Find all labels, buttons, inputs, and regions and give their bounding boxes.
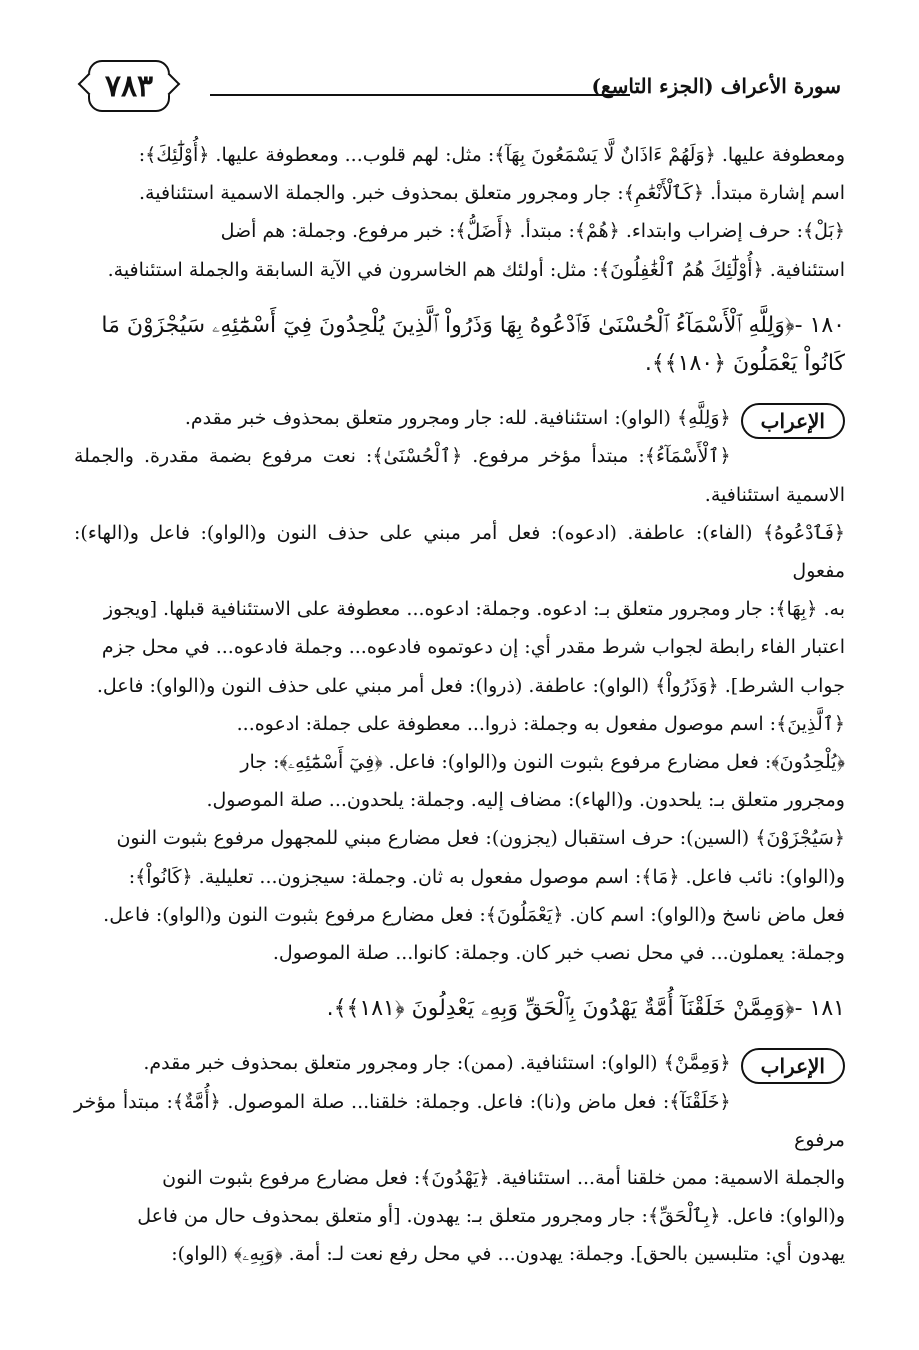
verse-line: ١٨٠ -﴿وَلِلَّهِ ٱلْأَسْمَآءُ ٱلْحُسْنَىٰ فَٱدْعُوهُ بِهَا وَذَرُواْ ٱلَّذِينَ يُلْحِدُونَ فِيٓ أَسْمَٰٓئِهِۦ سَيُجْزَوْنَ مَا [101,312,845,338]
verse-line: ١٨١ -﴿وَمِمَّنْ خَلَقْنَآ أُمَّةٌ يَهْدُونَ بِٱلْحَقِّ وَبِهِۦ يَعْدِلُونَ ﴿١٨١﴾﴾. [326,996,845,1022]
body-line: يهدون أي: متلبسين بالحق]. وجملة: يهدون... في محل رفع نعت لـ: أمة. ﴿وَبِهِۦ﴾ (الواو): [171,1243,845,1266]
body-line: ومعطوفة عليها. ﴿وَلَهُمْ ءَاذَانٌ لَّا يَسْمَعُونَ بِهَآ﴾: مثل: لهم قلوب... ومعطوفة عليها. ﴿أُوْلَٰٓئِكَ﴾: [138,144,845,166]
body-line: والجملة الاسمية: ممن خلقنا أمة... استئنافية. ﴿يَهْدُونَ﴾: فعل مضارع مرفوع بثبوت النون [162,1167,845,1190]
body-line: ﴿بَلْ﴾: حرف إضراب وابتداء. ﴿هُمْ﴾: مبتدأ. ﴿أَضَلُّ﴾: خبر مرفوع. وجملة: هم أضل [220,220,845,243]
irab-section-181 [74,1044,845,1273]
verse-180 [74,307,845,383]
page-header [88,60,841,120]
body-line: ﴿يُلْحِدُونَ﴾: فعل مضارع مرفوع بثبوت النون و(الواو): فاعل. ﴿فِيٓ أَسْمَٰٓئِهِۦ﴾: جار [240,751,845,774]
verse-line: كَانُواْ يَعْمَلُونَ ﴿١٨٠﴾﴾. [644,351,845,377]
verse-181 [74,990,845,1028]
body-line: ﴿ٱلْأَسْمَآءُ﴾: مبتدأ مؤخر مرفوع. ﴿ٱلْحُسْنَىٰ﴾: نعت مرفوع بضمة مقدرة. والجملة الاسمية استئنافية. [74,445,845,506]
page-number-badge [88,60,170,112]
body-line: ﴿وَلِلَّهِ﴾ (الواو): استئنافية. لله: جار ومجرور متعلق بمحذوف خبر مقدم. [184,407,731,430]
running-header-title: سورة الأعراف (الجزء التاسع) [591,74,841,98]
body-line: اسم إشارة مبتدأ. ﴿كَٱلْأَنْعَٰمِ﴾: جار ومجرور متعلق بمحذوف خبر. والجملة الاسمية استئنافية. [138,182,845,205]
body-line: ﴿خَلَقْنَآ﴾: فعل ماض و(نا): فاعل. وجملة: خلقنا... صلة الموصول. ﴿أُمَّةٌ﴾: مبتدأ مؤخر مرفوع [74,1090,845,1151]
intro-section [74,136,845,289]
body-line: وجملة: يعملون... في محل نصب خبر كان. وجملة: كانوا... صلة الموصول. [272,942,845,965]
body-line: جواب الشرط]. ﴿وَذَرُواْ﴾ (الواو): عاطفة. (ذروا): فعل أمر مبني على حذف النون و(الواو): فاعل. [96,674,845,697]
body-line: به. ﴿بِهَا﴾: جار ومجرور متعلق بـ: ادعوه. وجملة: ادعوه... معطوفة على الاستئنافية قبلها. [ويجوز [103,598,845,621]
body-line: اعتبار الفاء رابطة لجواب شرط مقدر أي: إن دعوتموه فادعوه... وجملة فادعوه... في محل جزم [101,636,845,659]
body-line: ﴿وَمِمَّنْ﴾ (الواو): استئنافية. (ممن): جار ومجرور متعلق بمحذوف خبر مقدم. [143,1052,731,1075]
irab-section-180 [74,399,845,972]
body-line: و(الواو): نائب فاعل. ﴿مَا﴾: اسم موصول مفعول به ثان. وجملة: سيجزون... تعليلية. ﴿كَانُواْ﴾: [128,865,845,888]
irab-label: الإعراب [741,403,845,439]
body-line: و(الواو): فاعل. ﴿بِٱلْحَقِّ﴾: جار ومجرور متعلق بـ: يهدون. [أو متعلق بمحذوف حال من فاعل [137,1205,845,1228]
irab-label: الإعراب [741,1048,845,1084]
body-line: ﴿فَٱدْعُوهُ﴾ (الفاء): عاطفة. (ادعوه): فعل أمر مبني على حذف النون و(الواو): فاعل و(الهاء): مفعول [74,521,845,583]
body-line: ﴿ٱلَّذِينَ﴾: اسم موصول مفعول به وجملة: ذروا... معطوفة على جملة: ادعوه... [236,712,845,735]
page-body [74,130,845,1274]
body-line: ومجرور متعلق بـ: يلحدون. و(الهاء): مضاف إليه. وجملة: يلحدون... صلة الموصول. [206,789,845,812]
body-line: ﴿سَيُجْزَوْنَ﴾ (السين): حرف استقبال (يجزون): فعل مضارع مبني للمجهول مرفوع بثبوت النون [116,827,845,850]
body-line: استئنافية. ﴿أُوْلَٰٓئِكَ هُمُ ٱلْغَٰفِلُونَ﴾: مثل: أولئك هم الخاسرون في الآية السابقة والجملة استئنافية. [107,258,845,281]
body-line: فعل ماض ناسخ و(الواو): اسم كان. ﴿يَعْمَلُونَ﴾: فعل مضارع مرفوع بثبوت النون و(الواو): فاعل. [103,903,845,926]
page-number: ٧٨٣ [104,68,154,104]
header-rule [210,94,630,96]
